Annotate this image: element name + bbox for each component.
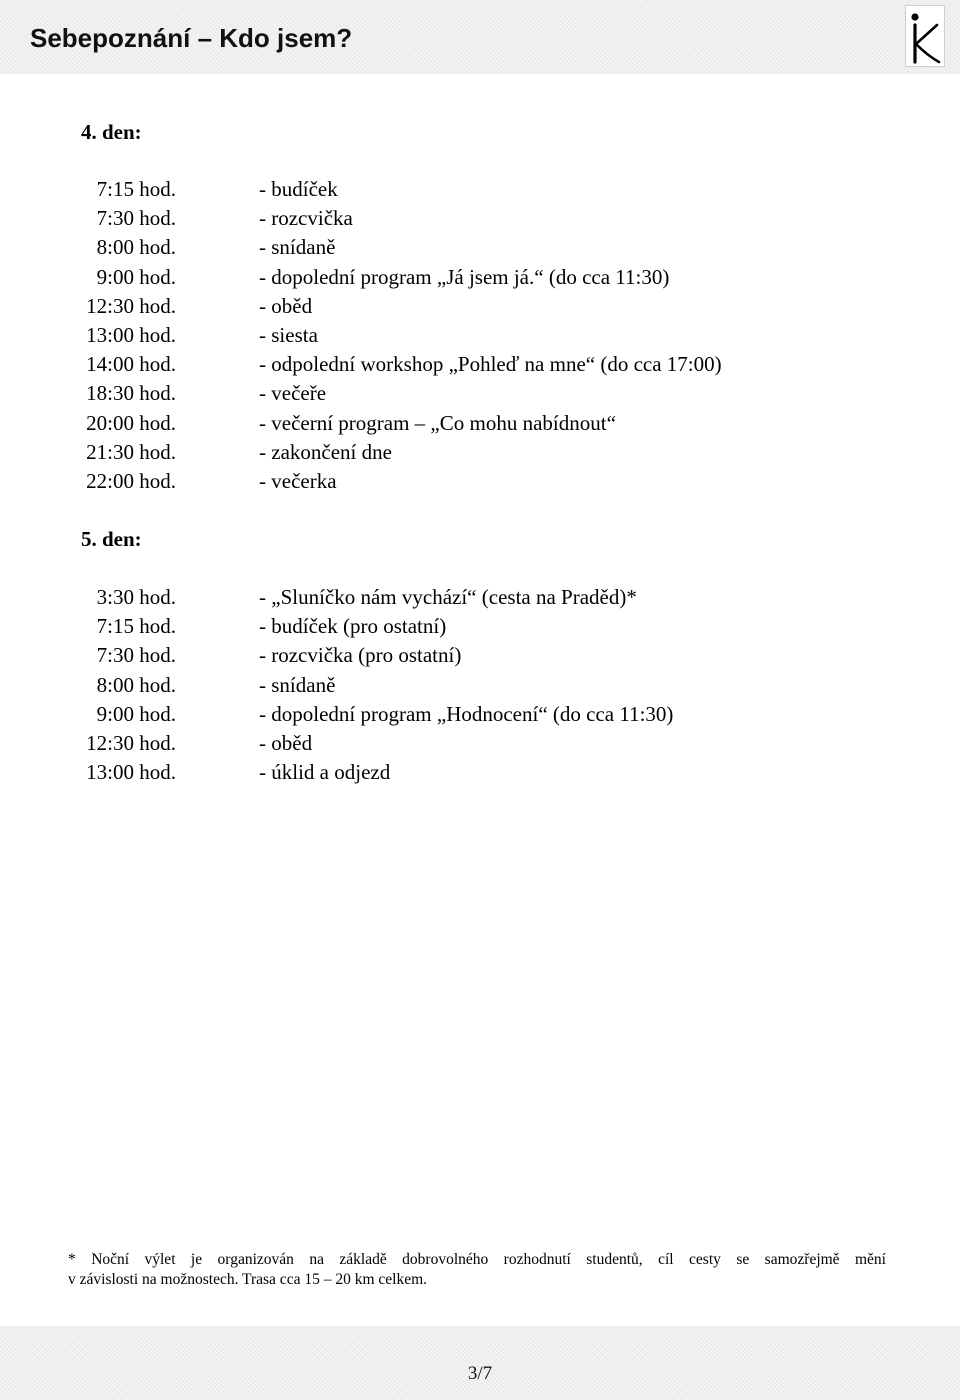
schedule-time: 7:30 hod.: [96, 206, 176, 231]
schedule-time: 7:15 hod.: [96, 614, 176, 639]
schedule-row: [0, 263, 960, 292]
schedule-activity: - siesta: [259, 322, 318, 347]
schedule-time: 13:00 hod.: [86, 322, 176, 347]
schedule-activity: - večeře: [259, 381, 327, 406]
schedule-time: 21:30 hod.: [86, 439, 176, 464]
schedule-row: [0, 700, 960, 729]
schedule-row: [0, 321, 960, 350]
schedule-activity: - snídaně: [259, 235, 336, 260]
schedule-row: [0, 612, 960, 641]
schedule-activity: - oběd: [259, 293, 313, 318]
schedule-row: [0, 350, 960, 379]
footnote-line: v závislosti na možnostech. Trasa cca 15 – 20 km celkem.: [68, 1271, 428, 1288]
schedule-time: 3:30 hod.: [96, 585, 176, 609]
schedule-activity: - dopolední program „Já jsem já.“ (do cca 11:30): [259, 264, 670, 289]
schedule-row: [0, 729, 960, 758]
schedule-row: [0, 671, 960, 700]
page-number: 3/7: [467, 1363, 493, 1384]
schedule-time: 18:30 hod.: [86, 381, 176, 406]
schedule-activity: - večerní program – „Co mohu nabídnout“: [259, 410, 616, 435]
schedule-row: [0, 379, 960, 408]
schedule-time: 7:30 hod.: [96, 643, 176, 668]
schedule-row: [0, 292, 960, 321]
schedule-time: 20:00 hod.: [86, 410, 176, 435]
schedule-row: [0, 175, 960, 204]
schedule-activity: - odpolední workshop „Pohleď na mne“ (do cca 17:00): [259, 352, 722, 377]
schedule-time: 9:00 hod.: [96, 701, 176, 726]
schedule-time: 12:30 hod.: [86, 293, 176, 318]
schedule-activity: - úklid a odjezd: [259, 760, 391, 785]
schedule-activity: - večerka: [259, 468, 337, 493]
document-title: Sebepoznání – Kdo jsem?: [30, 23, 353, 53]
schedule-time: 13:00 hod.: [86, 760, 176, 785]
schedule-time: 14:00 hod.: [86, 352, 176, 377]
schedule-time: 9:00 hod.: [96, 264, 176, 289]
schedule-activity: - rozcvička (pro ostatní): [259, 643, 462, 668]
schedule-time: 8:00 hod.: [96, 672, 176, 697]
schedule-time: 22:00 hod.: [86, 468, 176, 493]
page-header: [0, 0, 960, 74]
footnote-line: * Noční výlet je organizován na základě dobrovolného rozhodnutí studentů, cíl cesty se samozřejmě mění: [68, 1251, 886, 1268]
schedule-activity: - dopolední program „Hodnocení“ (do cca 11:30): [259, 701, 674, 726]
day-schedule: [0, 583, 960, 787]
schedule-activity: - budíček (pro ostatní): [259, 614, 447, 639]
schedule-row: [0, 204, 960, 233]
day-heading: 4. den:: [81, 120, 142, 144]
ik-logo-icon: [905, 5, 945, 67]
schedule-row: [0, 409, 960, 438]
schedule-activity: - „Sluníčko nám vychází“ (cesta na Praděd)*: [259, 585, 637, 609]
schedule-time: 7:15 hod.: [96, 177, 176, 201]
schedule-row: [0, 233, 960, 262]
footnote: [68, 1250, 886, 1290]
day-schedule: [0, 175, 960, 496]
schedule-activity: - zakončení dne: [259, 439, 392, 464]
schedule-time: 8:00 hod.: [96, 235, 176, 260]
schedule-row: [0, 583, 960, 612]
day-heading: 5. den:: [81, 527, 142, 551]
schedule-activity: - snídaně: [259, 672, 336, 697]
schedule-row: [0, 467, 960, 496]
schedule-activity: - rozcvička: [259, 206, 353, 231]
schedule-row: [0, 758, 960, 787]
schedule-activity: - budíček: [259, 177, 338, 201]
schedule-row: [0, 438, 960, 467]
schedule-row: [0, 641, 960, 670]
schedule-time: 12:30 hod.: [86, 730, 176, 755]
schedule-activity: - oběd: [259, 730, 313, 755]
